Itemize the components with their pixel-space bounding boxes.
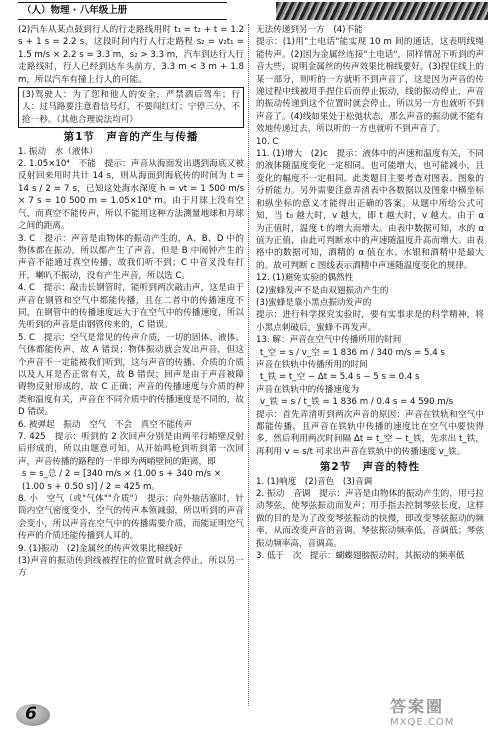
answer-item: 提示：进行科学探究实验时，要有实事求是的科学精神，将小黑点刺破后，蜜蜂不再发声。 [256, 310, 484, 333]
watermark-url: MXQE.COM [390, 717, 455, 728]
watermark-text: 答案圈 [390, 697, 445, 716]
answer-item: 无法传递到另一方 (4)不能 [256, 25, 363, 35]
page-number: 6 [16, 702, 54, 728]
header-title: （人）物理 · 八年级上册 [18, 2, 227, 20]
answer-item: 提示：(1)用"土电话"能实现 10 m 间的通话，这表明线绳能传声。(2)因为金属丝连接"土电话"，同样情况下听到的声音大些，说明金属丝的传声效果比棉线要好。(3)捏住线上的某一部分，则听的一方就听不到声音了，这是因为声音的传递过程中线被用手捏住后而停止振动，线的振动停止，声音的振动传递到这个位置时就会停止，所以另一方也就听不到声音了。(4)线如果处于松弛状态，那么声音的振动就不能有效地传递过去，所以听的一方也就听不到声音了。 [256, 37, 484, 135]
answer-item: 12. (1)避免实验的偶然性 [256, 273, 354, 284]
left-column [18, 24, 244, 706]
answer-item: 6. 被弹起 振动 空气 不会 真空不能传声 [18, 419, 193, 430]
answer-item: 11. (1)增大 (2)c 提示：液体中的声速和温度有关，不同的液体随温度变化一定相同。也可能增大，也可能减小，且变化的幅度不一定相同。此类题目主要考查对图表、图象的分析能力。另外需要注意弄清表中各数据以及图象中横坐标和纵坐标的意义才能得出正确的答案。从题中所给公式可知，当 t₀ 越大时，v 越大，即 t 越大时，v 越大。由于 α 为正值时，温度 t 的增大而增大。由表中数据可知，水的 α 值为正值，由此可判断水中的声速随温度升高而增大。由表格中的数据可知，酒精的 α 值在水、水银和酒精中是最大的。故可判断 c 图线表示酒精中声速随温度变化的规律。 [256, 149, 484, 271]
answer-item: 声音在铁轨中传播所用的时间 [256, 359, 368, 370]
answer-item: 2. 振动 音调 提示：声音是由物体的振动产生的，用弓拉动琴弦，使琴弦振动而发声；用手指去控制琴弦长度，这样做的目的是为了改变琴弦振动的快慢，即改变琴弦振动的频率，从而改变声音的音调。琴弦振动频率低，音调低；琴弦振动频率高，音调高。 [256, 489, 484, 549]
answer-item: 3. 低于 次 提示：蝴蝶翅膀振动时，其振动的频率低 [256, 551, 465, 562]
answer-item: (3)声音的振动传到线被捏住的位置时就会停止，所以另一方 [18, 556, 244, 579]
answer-item: 2. 1.05×10⁴ 不能 提示：声音从海面发出遇到海底又被反射回来用时共计 14 s，则从海面到海底传的时间为 t = 14 s / 2 = 7 s，已知这处海水深度 h = vt = 1 500 m/s × 7 s = 10 500 m = 1.05×10⁴ m。由于月球上没有空气，而真空不能传声，所以不能用这种方法测量地球和月球之间的距离。 [18, 159, 244, 232]
column-divider [248, 24, 249, 706]
answer-item: 9. (1)振动 (2)金属丝的传声效果比棉线好 [18, 543, 183, 554]
answer-item: 提示：首先弄清听到两次声音的原因：声音在铁轨和空气中都能传播，且声音在铁轨中传播的速度比在空气中要快得多，然后利用两次时间隔 Δt = t_空 − t_铁，先求出 t_铁，再利用 v = s/t 可求出声音在铁轨中的传播速度 v_铁。 [256, 409, 484, 457]
answer-item: 10. C [256, 136, 279, 147]
formula: s = s_总 / 2 = [340 m/s × (1.00 s + 340 m/s × (1.00 s + 0.50 s)] / 2 = 425 m。 [22, 469, 222, 492]
answer-item: 3. C 提示：声音是由物体的振动产生的，A、B、D 中的物体都在振动，所以都产生了声音，但是 B 中闹钟产生的声音不能通过真空传播，故我们听不到；C 中音叉没有打开，喇叭不振动，没有产生声音，所以选 C。 [18, 233, 244, 281]
header-decoration [276, 2, 488, 20]
answer-item: 8. 小 空气（或"气体""介质"） 提示：向外抽活塞时，针筒内空气密度变小，空气的传声本领减弱，所以听到的声音会变小，所以声音在空气中的传播需要介质，而能证明空气传声的介质还能传播到人耳的。 [18, 494, 244, 542]
formula: t_铁 = t_空 − Δt = 5.4 s − 5 s = 0.4 s [260, 372, 420, 383]
answer-item: (2)蜜蜂发声不是由双翅振动产生的 [256, 285, 389, 296]
right-column [256, 24, 484, 706]
answer-item: 声音在铁轨中的传播速度为 [256, 384, 360, 395]
paragraph: (2)汽车从某点鼓到行人的行走路线用时 t₁ = t₂ + t = 1.2 s + 1 s = 2.2 s，这段时间内行人行走路程 s₂ = v₂t₁ = 1.5 m/s × 2.2 s = 3.3 m，s₂ > 3.3 m，汽车到达行人行走路线时，行人已经到达车头前方，3.3 m < 3 m + 1.8 m，所以汽车有撞上行人的可能。 [18, 25, 244, 85]
answer-item: 4. C 提示：敲击长钢管时，能听到两次敲击声，这是由于声音在钢管和空气中都能传播，且在二者中的传播速度不同，在钢管中的传播速度远大于在空气中的传播速度，所以先听到的声音是由钢管传来的，C 错误。 [18, 283, 244, 331]
answer-item: (3)蜜蜂是靠小黑点振动发声的 [256, 297, 372, 308]
answer-item: 7. 425 提示：听到的 2 次回声分别是由两平行峭壁反射后形成的，所以由题意可知，从开始鸣枪到听到第一次回声，声音传播的路程的一半即为两峭壁间的距离，即 [18, 432, 244, 467]
answer-item: 1. (1)响度 (2)音色 (3)音调 [256, 476, 373, 487]
answer-item: 1. 振动 水（液体） [18, 146, 98, 157]
boxed-paragraph: (3)驾驶人：为了您和他人的安全，严禁酒后驾车；行人：过马路要注意看信号灯，不要闯红灯；宁停三分，不抢一秒。（其他合理说法均可） [18, 87, 244, 128]
page-header [18, 2, 488, 20]
answer-item: 13. 解：声音在空气中传播所用的时间 [256, 335, 402, 346]
watermark [390, 694, 490, 730]
answer-item: 5. C 提示：空气是常见的传声介质，一切的固体、液体、气体都能传声，故 A 错误；物体振动就会发出声音，但这个声音不一定能被我们听到，这与声音的传播、介质的介质以及人耳是否正常有关，故 B 错误；回声是由于声音被障碍物反射形成的，故 C 正确；声音的传播速度与介质的种类和温度有关，声音在不同介质中的传播速度是不同的，故 D 错误。 [18, 332, 244, 418]
section-title: 第1节 声音的产生与传播 [63, 131, 199, 144]
formula: v_铁 = s / t_铁 = 1 836 m / 0.4 s = 4 590 m/s [260, 397, 454, 408]
section-title: 第2节 声音的特性 [319, 461, 421, 474]
formula: t_空 = s / v_空 = 1 836 m / 340 m/s = 5.4 s [260, 347, 445, 358]
